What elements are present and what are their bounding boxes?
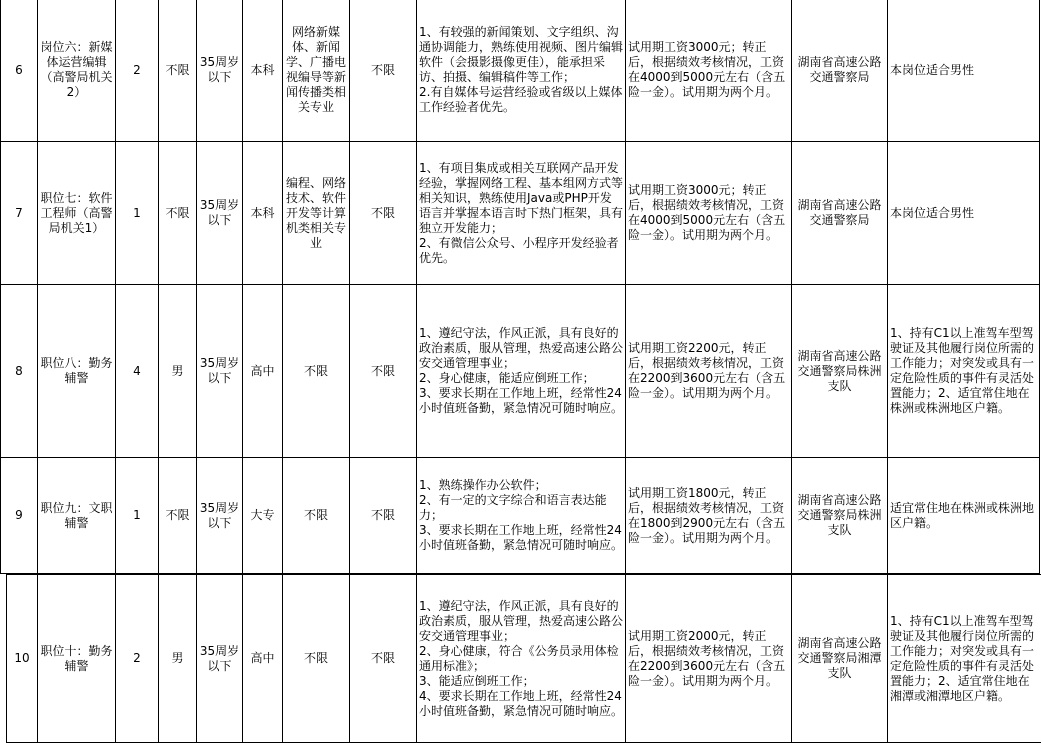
salary-info: 试用期工资2000元，转正后，根据绩效考核情况，工资在2200到3600元左右（含五险一金）。试用期为两个月。 <box>626 575 792 743</box>
education-requirement: 大专 <box>243 458 283 574</box>
position-name: 职位十：勤务辅警 <box>38 575 116 743</box>
gender-requirement: 不限 <box>159 142 197 285</box>
position-name: 职位八：勤务辅警 <box>38 285 116 458</box>
row-number: 8 <box>1 285 38 458</box>
employer-unit: 湖南省高速公路交通警察局株洲支队 <box>792 458 888 574</box>
headcount: 2 <box>116 575 159 743</box>
headcount: 4 <box>116 285 159 458</box>
gender-requirement: 男 <box>159 285 197 458</box>
table-row <box>1 142 1040 285</box>
headcount: 1 <box>116 458 159 574</box>
row-number: 7 <box>1 142 38 285</box>
row-number: 9 <box>1 458 38 574</box>
job-table-bottom <box>6 574 1041 743</box>
headcount: 1 <box>116 142 159 285</box>
gender-requirement: 不限 <box>159 0 197 142</box>
age-requirement: 35周岁以下 <box>197 0 243 142</box>
notes: 1、持有C1以上准驾车型驾驶证及其他履行岗位所需的工作能力；对突发或具有一定危险性质的事件有灵活处置能力；2、适宜常住地在株洲或株洲地区户籍。 <box>888 285 1040 458</box>
age-requirement: 35周岁以下 <box>197 458 243 574</box>
other-requirement: 不限 <box>350 142 417 285</box>
table-row <box>1 0 1040 142</box>
salary-info: 试用期工资3000元；转正后，根据绩效考核情况，工资在4000到5000元左右（含五险一金）。试用期为两个月。 <box>626 0 792 142</box>
row-number: 6 <box>1 0 38 142</box>
notes: 1、持有C1以上准驾车型驾驶证及其他履行岗位所需的工作能力；对突发或具有一定危险性质的事件有灵活处置能力；2、适宜常住地在湘潭或湘潭地区户籍。 <box>888 575 1041 743</box>
employer-unit: 湖南省高速公路交通警察局株洲支队 <box>792 285 888 458</box>
employer-unit: 湖南省高速公路交通警察局 <box>792 0 888 142</box>
notes: 适宜常住地在株洲或株洲地区户籍。 <box>888 458 1040 574</box>
table-row <box>1 458 1040 574</box>
age-requirement: 35周岁以下 <box>197 575 243 743</box>
position-name: 岗位六：新媒体运营编辑（高警局机关2） <box>38 0 116 142</box>
notes: 本岗位适合男性 <box>888 0 1040 142</box>
gender-requirement: 不限 <box>159 458 197 574</box>
other-requirement: 不限 <box>350 458 417 574</box>
job-requirements: 1、遵纪守法，作风正派，具有良好的政治素质，服从管理，热爱高速公路公安交通管理事业； 2、身心健康，符合《公务员录用体检通用标准》； 3、能适应倒班工作； 4、要求长期在工作地上班，经常性24小时值班备勤，紧急情况可随时响应。 <box>417 575 626 743</box>
education-requirement: 高中 <box>243 575 283 743</box>
other-requirement: 不限 <box>350 0 417 142</box>
gender-requirement: 男 <box>159 575 197 743</box>
age-requirement: 35周岁以下 <box>197 142 243 285</box>
headcount: 2 <box>116 0 159 142</box>
age-requirement: 35周岁以下 <box>197 285 243 458</box>
job-requirements: 1、熟练操作办公软件； 2、有一定的文字综合和语言表达能力； 3、要求长期在工作地上班，经常性24小时值班备勤，紧急情况可随时响应。 <box>417 458 626 574</box>
employer-unit: 湖南省高速公路交通警察局 <box>792 142 888 285</box>
major-requirement: 不限 <box>283 458 350 574</box>
education-requirement: 本科 <box>243 142 283 285</box>
salary-info: 试用期工资1800元，转正后，根据绩效考核情况，工资在1800到2900元左右（含五险一金）。试用期为两个月。 <box>626 458 792 574</box>
row-number: 10 <box>7 575 38 743</box>
other-requirement: 不限 <box>350 575 417 743</box>
major-requirement: 网络新媒体、新闻学、广播电视编导等新闻传播类相关专业 <box>283 0 350 142</box>
notes: 本岗位适合男性 <box>888 142 1040 285</box>
education-requirement: 本科 <box>243 0 283 142</box>
employer-unit: 湖南省高速公路交通警察局湘潭支队 <box>792 575 888 743</box>
major-requirement: 编程、网络技术、软件开发等计算机类相关专业 <box>283 142 350 285</box>
job-requirements: 1、有项目集成或相关互联网产品开发经验，掌握网络工程、基本组网方式等相关知识，熟练使用Java或PHP开发语言并掌握本语言时下热门框架，具有独立开发能力； 2、有微信公众号、小程序开发经验者优先。 <box>417 142 626 285</box>
job-requirements: 1、有较强的新闻策划、文字组织、沟通协调能力，熟练使用视频、图片编辑软件（会摄影摄像更佳），能承担采访、拍摄、编辑稿件等工作； 2.有自媒体号运营经验或省级以上媒体工作经验者优先。 <box>417 0 626 142</box>
other-requirement: 不限 <box>350 285 417 458</box>
position-name: 职位九：文职辅警 <box>38 458 116 574</box>
position-name: 职位七：软件工程师（高警局机关1） <box>38 142 116 285</box>
salary-info: 试用期工资3000元；转正后，根据绩效考核情况，工资在4000到5000元左右（含五险一金）。试用期为两个月。 <box>626 142 792 285</box>
table-row <box>7 575 1041 743</box>
major-requirement: 不限 <box>283 575 350 743</box>
job-requirements: 1、遵纪守法，作风正派，具有良好的政治素质，服从管理，热爱高速公路公安交通管理事业； 2、身心健康，能适应倒班工作； 3、要求长期在工作地上班，经常性24小时值班备勤，紧急情况可随时响应。 <box>417 285 626 458</box>
salary-info: 试用期工资2200元，转正后，根据绩效考核情况，工资在2200到3600元左右（含五险一金）。试用期为两个月。 <box>626 285 792 458</box>
education-requirement: 高中 <box>243 285 283 458</box>
major-requirement: 不限 <box>283 285 350 458</box>
table-row <box>1 285 1040 458</box>
